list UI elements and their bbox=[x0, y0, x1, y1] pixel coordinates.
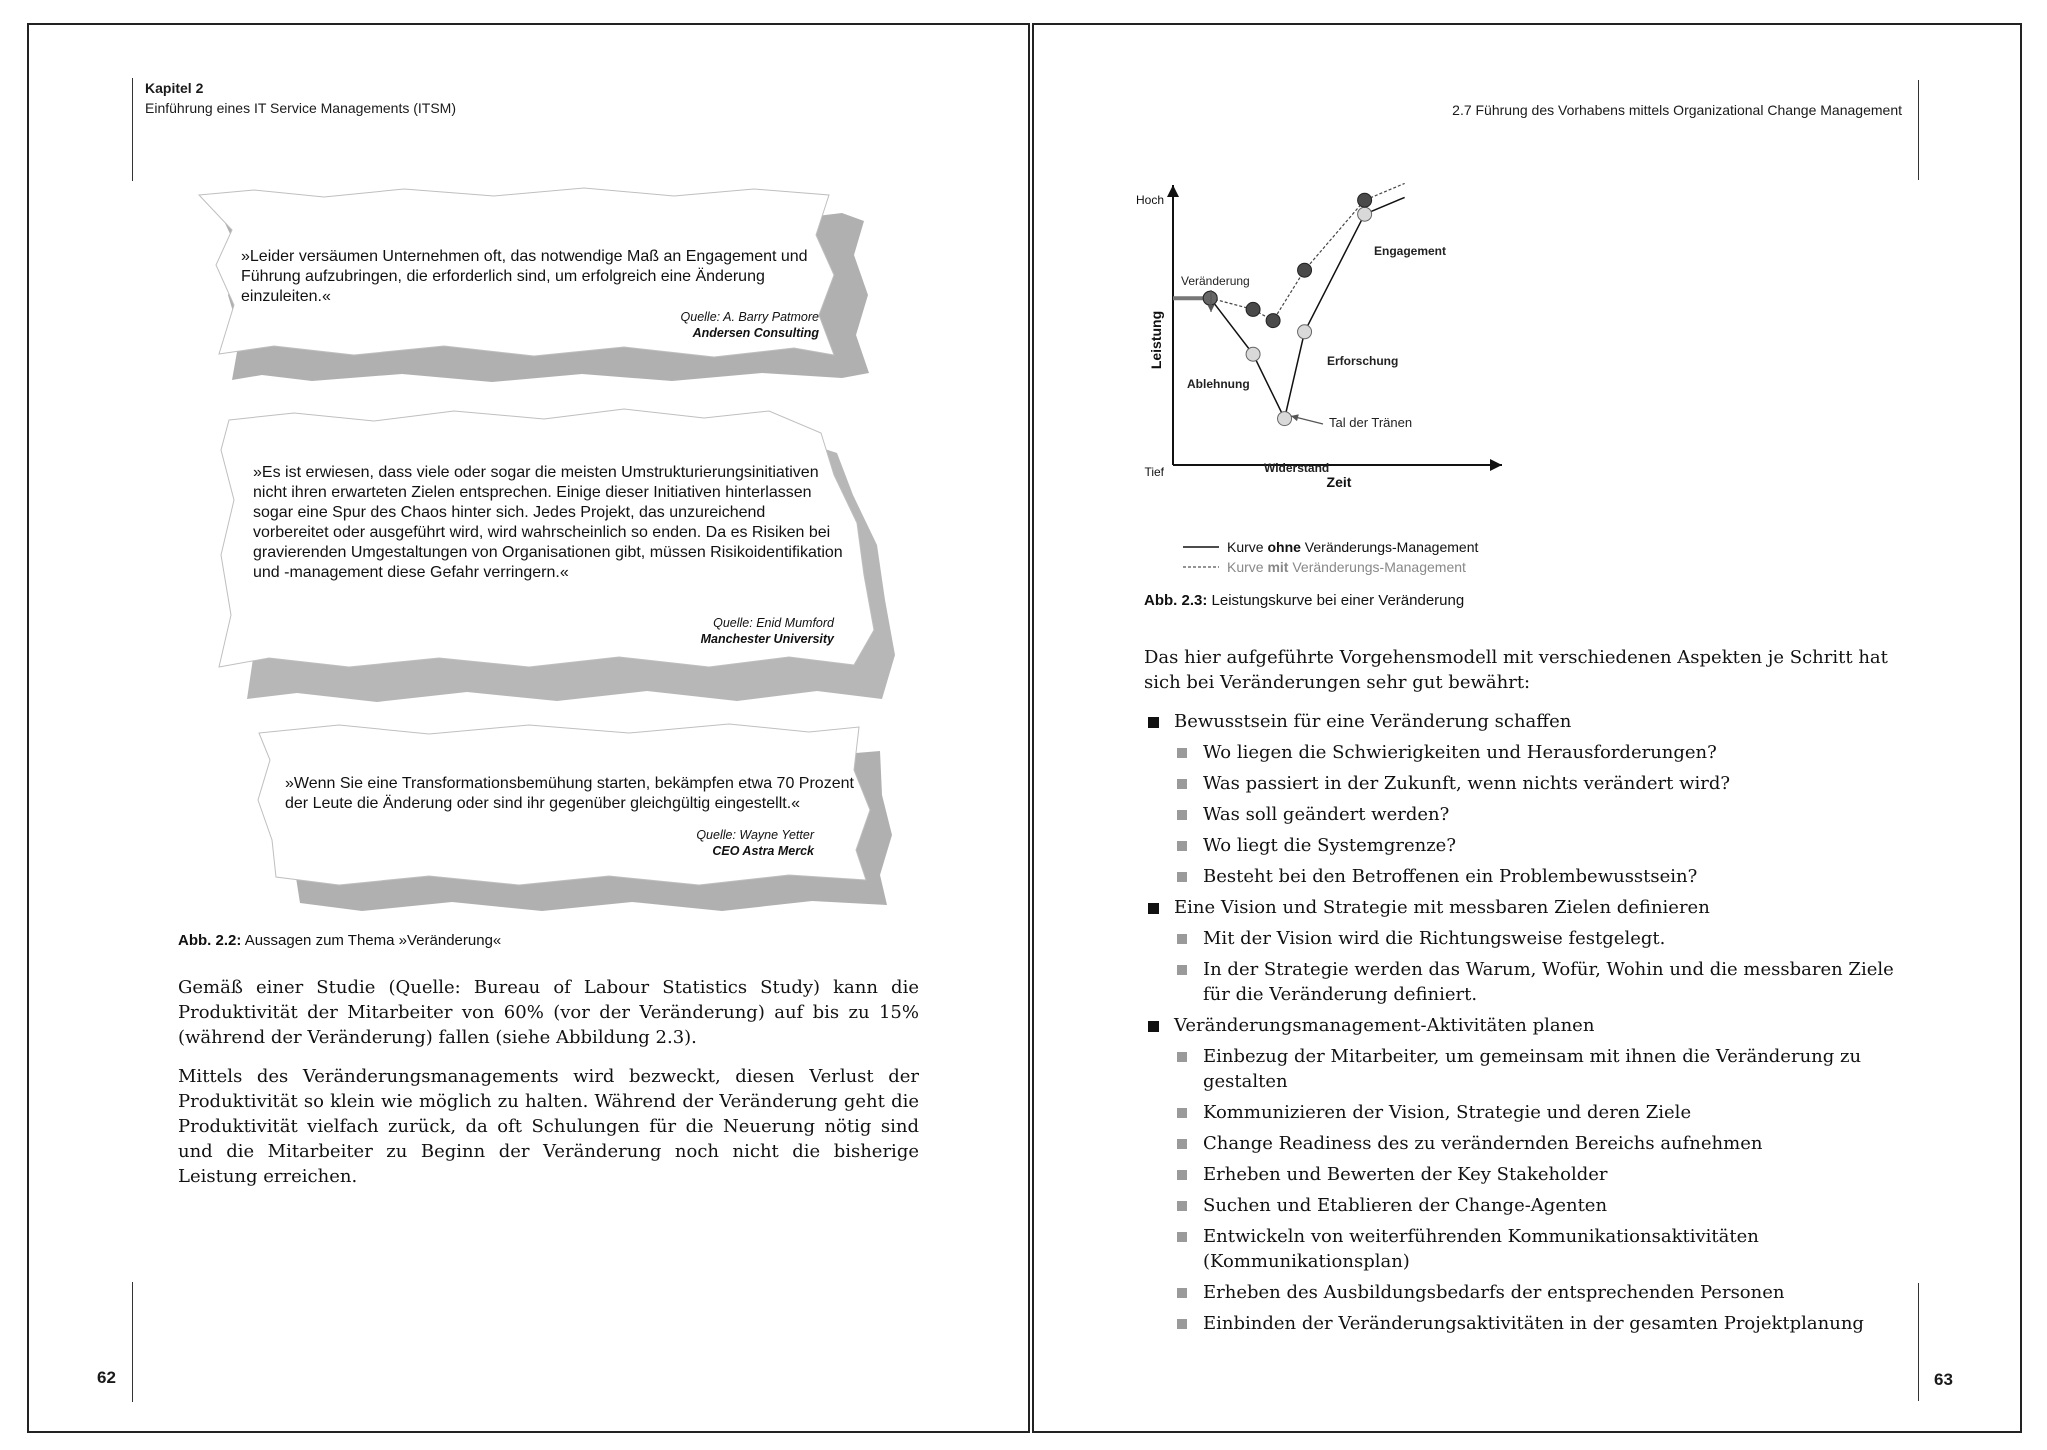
body-text bbox=[178, 975, 919, 1203]
annotation-erforschung: Erforschung bbox=[1327, 354, 1399, 368]
sub-bullet-item: Einbezug der Mitarbeiter, um gemeinsam mit ihnen die Veränderung zu gestalten bbox=[1144, 1044, 1914, 1094]
caption-text: Aussagen zum Thema »Veränderung« bbox=[244, 932, 502, 949]
sub-bullet-item: Was soll geändert werden? bbox=[1144, 802, 1914, 827]
marker-change-start bbox=[1203, 291, 1217, 305]
annotation-engagement: Engagement bbox=[1374, 244, 1447, 258]
caption-label: Abb. 2.2: bbox=[178, 932, 242, 949]
paragraph: Gemäß einer Studie (Quelle: Bureau of Labour Statistics Study) kann die Produktivität der Mitarbeiter von 60% (vor der Veränderung) auf bis zu 15% (während der Veränderung) fallen (siehe Abbildung 2.3). bbox=[178, 977, 919, 1048]
quote-card-1 bbox=[194, 175, 864, 385]
quote-author: Quelle: Enid Mumford bbox=[713, 616, 834, 630]
annotation-widerstand: Widerstand bbox=[1264, 461, 1330, 475]
sub-bullet-list bbox=[1144, 926, 1914, 1007]
sub-bullet-item: Besteht bei den Betroffenen ein Problembewusstsein? bbox=[1144, 864, 1914, 889]
chapter-label: Kapitel 2 bbox=[145, 80, 204, 96]
footer-rule bbox=[1918, 1283, 1919, 1401]
footer-rule bbox=[132, 1282, 133, 1402]
sub-bullet-item: Erheben des Ausbildungsbedarfs der entsprechenden Personen bbox=[1144, 1280, 1914, 1305]
marker-with-management bbox=[1298, 263, 1312, 277]
annotation-veraenderung: Veränderung bbox=[1181, 274, 1250, 288]
chart-svg bbox=[1129, 155, 1569, 575]
sub-bullet-item: Was passiert in der Zukunft, wenn nichts verändert wird? bbox=[1144, 771, 1914, 796]
y-axis-label: Leistung bbox=[1148, 310, 1164, 370]
caption-text: Leistungskurve bei einer Veränderung bbox=[1211, 592, 1465, 609]
sub-bullet-list bbox=[1144, 1044, 1914, 1336]
quote-author: Quelle: A. Barry Patmore bbox=[680, 310, 819, 324]
quote-organization: CEO Astra Merck bbox=[712, 844, 814, 858]
quote-card-2 bbox=[209, 405, 899, 705]
marker-with-management bbox=[1358, 193, 1372, 207]
caption-label: Abb. 2.3: bbox=[1144, 592, 1208, 609]
header-rule bbox=[132, 78, 133, 181]
sub-bullet-list bbox=[1144, 740, 1914, 889]
quote-author: Quelle: Wayne Yetter bbox=[696, 828, 814, 842]
marker-without-management bbox=[1278, 412, 1292, 426]
quote-source bbox=[509, 615, 834, 647]
quote-source bbox=[494, 309, 819, 341]
quote-text: »Wenn Sie eine Transformationsbemühung starten, bekämpfen etwa 70 Prozent der Leute die Änderung oder sind ihr gegenüber gleichgültig eingestellt.« bbox=[285, 775, 854, 812]
bullet-list bbox=[1144, 709, 1914, 1342]
sub-bullet-item: In der Strategie werden das Warum, Wofür, Wohin und die messbaren Ziele für die Veränderung definiert. bbox=[1144, 957, 1914, 1007]
quote-source bbox=[494, 827, 814, 859]
quote-text: »Leider versäumen Unternehmen oft, das notwendige Maß an Engagement und Führung aufzubringen, die erforderlich sind, um erfolgreich eine Änderung einzuleiten.« bbox=[241, 248, 808, 305]
sub-bullet-item: Einbinden der Veränderungsaktivitäten in der gesamten Projektplanung bbox=[1144, 1311, 1914, 1336]
bullet-item: Bewusstsein für eine Veränderung schaffen bbox=[1144, 709, 1914, 734]
marker-with-management bbox=[1266, 314, 1280, 328]
sub-bullet-item: Wo liegen die Schwierigkeiten und Herausforderungen? bbox=[1144, 740, 1914, 765]
marker-with-management bbox=[1246, 302, 1260, 316]
section-title: 2.7 Führung des Vorhabens mittels Organizational Change Management bbox=[1452, 102, 1902, 118]
sub-bullet-item: Wo liegt die Systemgrenze? bbox=[1144, 833, 1914, 858]
quote-organization: Manchester University bbox=[700, 632, 834, 646]
marker-without-management bbox=[1298, 325, 1312, 339]
sub-bullet-item: Erheben und Bewerten der Key Stakeholder bbox=[1144, 1162, 1914, 1187]
annotation-ablehnung: Ablehnung bbox=[1187, 377, 1250, 391]
paragraph: Mittels des Veränderungsmanagements wird bezweckt, diesen Verlust der Produktivität so klein wie möglich zu halten. Während der Veränderung geht die Produktivität vielfach zurück, da oft Schulungen für die Neuerung nötig sind und die Mitarbeiter zu Beginn der Veränderung noch nicht die bisherige Leistung erreichen. bbox=[178, 1066, 919, 1187]
right-page bbox=[1032, 23, 2022, 1433]
sub-bullet-item: Mit der Vision wird die Richtungsweise festgelegt. bbox=[1144, 926, 1914, 951]
bullet-item: Veränderungsmanagement-Aktivitäten planen bbox=[1144, 1013, 1914, 1038]
sub-bullet-item: Kommunizieren der Vision, Strategie und deren Ziele bbox=[1144, 1100, 1914, 1125]
quote-organization: Andersen Consulting bbox=[692, 326, 819, 340]
marker-without-management bbox=[1358, 207, 1372, 221]
torn-paper-shape bbox=[244, 715, 904, 915]
sub-bullet-item: Entwickeln von weiterführenden Kommunikationsaktivitäten (Kommunikationsplan) bbox=[1144, 1224, 1914, 1274]
page-number: 63 bbox=[1934, 1370, 1953, 1389]
legend-solid-label: Kurve ohne Veränderungs-Management bbox=[1227, 539, 1479, 555]
performance-chart bbox=[1129, 155, 1569, 575]
y-tick-low: Tief bbox=[1144, 465, 1164, 479]
marker-without-management bbox=[1246, 347, 1260, 361]
legend-dashed-label: Kurve mit Veränderungs-Management bbox=[1227, 559, 1466, 575]
figure-caption bbox=[178, 932, 501, 949]
left-page bbox=[27, 23, 1030, 1433]
header-rule bbox=[1918, 80, 1919, 180]
sub-bullet-item: Change Readiness des zu verändernden Bereichs aufnehmen bbox=[1144, 1131, 1914, 1156]
chapter-subtitle: Einführung eines IT Service Managements (ITSM) bbox=[145, 100, 456, 116]
sub-bullet-item: Suchen und Etablieren der Change-Agenten bbox=[1144, 1193, 1914, 1218]
quote-card-3 bbox=[244, 715, 904, 915]
figure-caption bbox=[1144, 592, 1464, 609]
annotation-tal: Tal der Tränen bbox=[1329, 415, 1413, 430]
page-number: 62 bbox=[97, 1368, 116, 1387]
quote-text: »Es ist erwiesen, dass viele oder sogar die meisten Umstrukturierungsinitiativen nicht ihren erwarteten Zielen entsprechen. Einige dieser Initiativen hinterlassen sogar eine Spur des Chaos hinter sich. Jedes Projekt, das unzureichend vorbereitet oder ausgeführt wird, wird wahrscheinlich so enden. Da es Risiken bei gravierenden Umgestaltungen von Organisationen gibt, müssen Risikoidentifikation und -management diese Gefahr verringern.« bbox=[253, 464, 843, 581]
y-tick-high: Hoch bbox=[1135, 193, 1164, 207]
intro-paragraph: Das hier aufgeführte Vorgehensmodell mit verschiedenen Aspekten je Schritt hat sich bei Veränderungen sehr gut bewährt: bbox=[1144, 647, 1888, 693]
x-axis-label: Zeit bbox=[1326, 474, 1352, 490]
annotation-arrow bbox=[1291, 416, 1323, 424]
bullet-item: Eine Vision und Strategie mit messbaren Zielen definieren bbox=[1144, 895, 1914, 920]
